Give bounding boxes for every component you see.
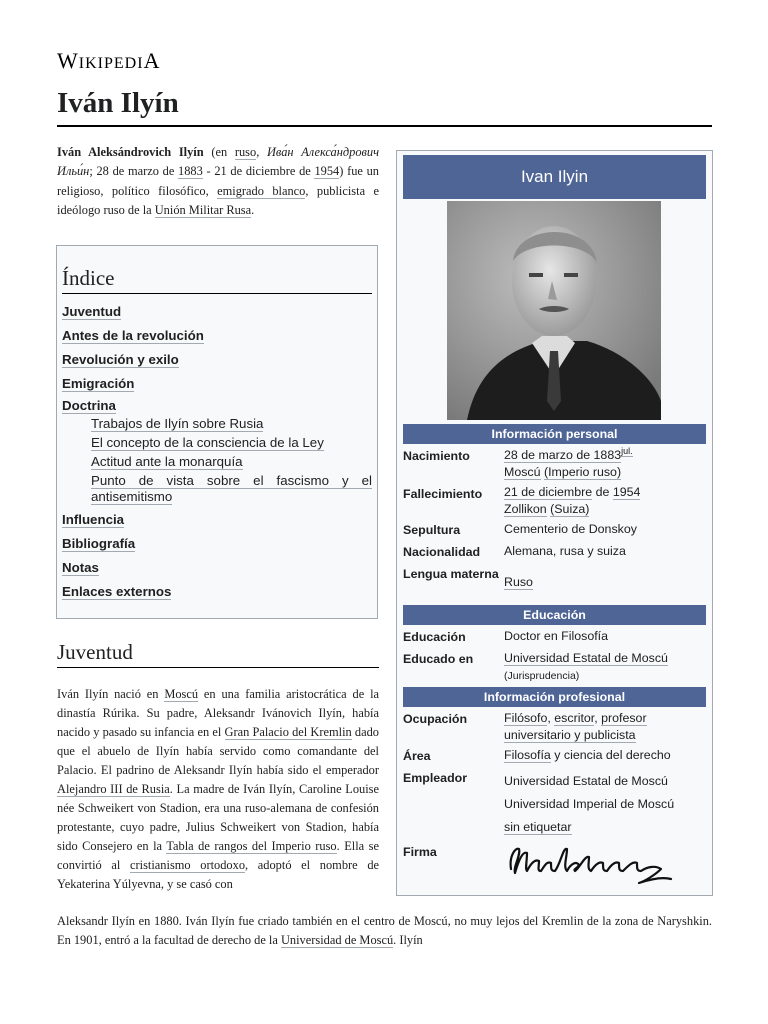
text: de — [592, 485, 613, 499]
portrait-photo[interactable] — [447, 201, 661, 420]
link-death-year[interactable]: 1954 — [612, 485, 641, 499]
value-educado-en — [504, 650, 704, 685]
link-sin-etiquetar[interactable]: sin etiquetar — [504, 820, 572, 834]
text: , publicista e ideólogo ruso de la — [57, 183, 379, 217]
link-cristianismo-ortodoxo[interactable]: cristianismo ortodoxo — [130, 858, 246, 872]
infobox-header-educacion: Educación — [403, 605, 706, 625]
link-1883[interactable]: 1883 — [178, 164, 203, 179]
toc-item[interactable]: Bibliografía — [62, 536, 136, 551]
text: dado que el abuelo de Ilyín había servido como comandante del Palacio. El padrino de Aleksandr Ilyín había sido el emperador — [57, 725, 380, 777]
link-universidad-de-moscu[interactable]: Universidad de Moscú — [280, 933, 394, 947]
text: . La madre de Iván Ilyín, Caroline Louise née Schweikert von Stadion, era una ruso-alemana de confesión protestante, cuyo padre, Julius Schweikert von Stadion, había sido Consejero en la — [57, 782, 379, 853]
text: (Jurisprudencia) — [504, 670, 580, 682]
signature-image — [505, 839, 675, 887]
label-sepultura: Sepultura — [403, 523, 461, 537]
infobox-header-personal: Información personal — [403, 424, 706, 444]
body-paragraph — [57, 685, 379, 894]
link-profesor[interactable]: profesor universitario y publicista — [504, 711, 647, 742]
infobox-title: Ivan Ilyin — [403, 155, 706, 199]
toc-subitem[interactable]: Trabajos de Ilyín sobre Rusia — [91, 416, 264, 431]
toc-item[interactable]: Antes de la revolución — [62, 328, 204, 343]
toc-item[interactable]: Juventud — [62, 304, 122, 319]
link-1954[interactable]: 1954 — [314, 164, 340, 179]
link-universidad-estatal[interactable]: Universidad Estatal de Moscú — [504, 651, 668, 665]
link-death-day[interactable]: 21 de diciembre — [504, 485, 593, 499]
julian-note[interactable]: jul. — [621, 445, 633, 456]
link-zollikon[interactable]: Zollikon — [504, 502, 547, 516]
toc-item[interactable]: Revolución y exilo — [62, 352, 179, 367]
toc-subitem[interactable]: Actitud ante la monarquía — [91, 454, 243, 469]
toc-subitem[interactable]: El concepto de la consciencia de la Ley — [91, 435, 324, 450]
text: , — [256, 145, 267, 159]
link-moscu-birth[interactable]: Moscú — [504, 465, 541, 479]
section-heading-juventud: Juventud — [57, 640, 379, 668]
label-fallecimiento: Fallecimiento — [403, 487, 483, 501]
link-union-militar-rusa[interactable]: Unión Militar Rusa — [154, 202, 252, 217]
toc-item[interactable]: Enlaces externos — [62, 584, 172, 599]
text: ; 28 de marzo de — [89, 164, 179, 179]
value-nacionalidad: Alemana, rusa y suiza — [504, 544, 626, 558]
link-tabla-de-rangos[interactable]: Tabla de rangos del Imperio ruso — [166, 839, 337, 853]
text: . — [251, 202, 255, 217]
text: Iván Ilyín nació en — [57, 687, 165, 701]
link-filosofia[interactable]: Filosofía — [504, 748, 551, 762]
text: en una familia aristocrática de la dinastía Rúrika. Su padre, Aleksandr Ivánovich Ilyín, había nacido y pasado su infancia en el — [57, 687, 380, 739]
link-filosofo[interactable]: Filósofo — [504, 711, 548, 725]
toc-heading: Índice — [62, 266, 372, 294]
text: , adoptó el nombre de Yekaterina Yúlyevna, y se casó con — [57, 858, 380, 891]
employer-2: Universidad Imperial de Moscú — [504, 797, 675, 811]
text: . Ella se convirtió al — [57, 839, 379, 872]
link-ruso[interactable]: Ruso — [504, 575, 533, 589]
label-firma: Firma — [403, 845, 437, 859]
russian-name: Ива́н Алекса́ндрович Ильи́н — [57, 145, 379, 179]
value-nacimiento — [504, 447, 704, 481]
link-imperio-ruso[interactable]: (Imperio ruso) — [543, 465, 622, 479]
employer-1: Universidad Estatal de Moscú — [504, 774, 668, 788]
value-empleador — [504, 770, 704, 839]
link-emigrado-blanco[interactable]: emigrado blanco — [217, 183, 306, 198]
value-area — [504, 747, 704, 764]
text: y ciencia del derecho — [550, 748, 671, 762]
label-nacionalidad: Nacionalidad — [403, 545, 481, 559]
value-educacion: Doctor en Filosofía — [504, 629, 608, 643]
text: Aleksandr Ilyín en 1880. Iván Ilyín fue criado también en el centro de Moscú, no muy lejos del Kremlin de la zona de Naryshkin. En 1901, entró a la facultad de derecho de la — [57, 914, 712, 947]
label-nacimiento: Nacimiento — [403, 449, 470, 463]
toc-item[interactable]: Doctrina — [62, 398, 116, 413]
link-suiza[interactable]: (Suiza) — [550, 502, 590, 516]
link-alejandro-iii[interactable]: Alejandro III de Rusia — [57, 782, 170, 796]
text: ) fue un religioso, político filosófico, — [57, 164, 379, 198]
toc-item[interactable]: Influencia — [62, 512, 125, 527]
value-fallecimiento — [504, 484, 704, 518]
label-empleador: Empleador — [403, 771, 468, 785]
toc-subitem[interactable]: Punto de vista sobre el fascismo y el antisemitismo — [91, 473, 372, 504]
page-title: Iván Ilyín — [57, 83, 712, 127]
label-educacion: Educación — [403, 630, 466, 644]
toc-item[interactable]: Notas — [62, 560, 99, 575]
link-gran-palacio[interactable]: Gran Palacio del Kremlin — [224, 725, 352, 739]
label-area: Área — [403, 749, 431, 763]
toc-item[interactable]: Emigración — [62, 376, 135, 391]
text: . Ilyín — [393, 933, 423, 947]
text: , — [547, 711, 555, 725]
body-paragraph-continued — [57, 912, 712, 950]
text: - 21 de diciembre de — [202, 164, 315, 179]
lead-paragraph — [57, 143, 379, 220]
table-of-contents — [56, 245, 378, 619]
label-lengua-materna: Lengua materna — [403, 567, 499, 581]
label-educado-en: Educado en — [403, 652, 474, 666]
infobox — [396, 150, 713, 896]
infobox-header-profesional: Información profesional — [403, 687, 706, 707]
text: , — [594, 711, 602, 725]
link-moscu[interactable]: Moscú — [164, 687, 199, 701]
subject-name: Iván Aleksándrovich Ilyín — [57, 145, 204, 159]
value-lengua-materna — [504, 574, 704, 591]
link-birth-date[interactable]: 28 de marzo de 1883 — [504, 448, 622, 462]
value-sepultura: Cementerio de Donskoy — [504, 522, 637, 536]
label-ocupacion: Ocupación — [403, 712, 468, 726]
value-ocupacion — [504, 710, 704, 744]
link-ruso[interactable]: ruso — [234, 145, 257, 159]
text: (en — [203, 145, 235, 159]
wikipedia-wordmark[interactable]: WIKIPEDIA — [57, 48, 161, 73]
link-escritor[interactable]: escritor — [554, 711, 595, 725]
